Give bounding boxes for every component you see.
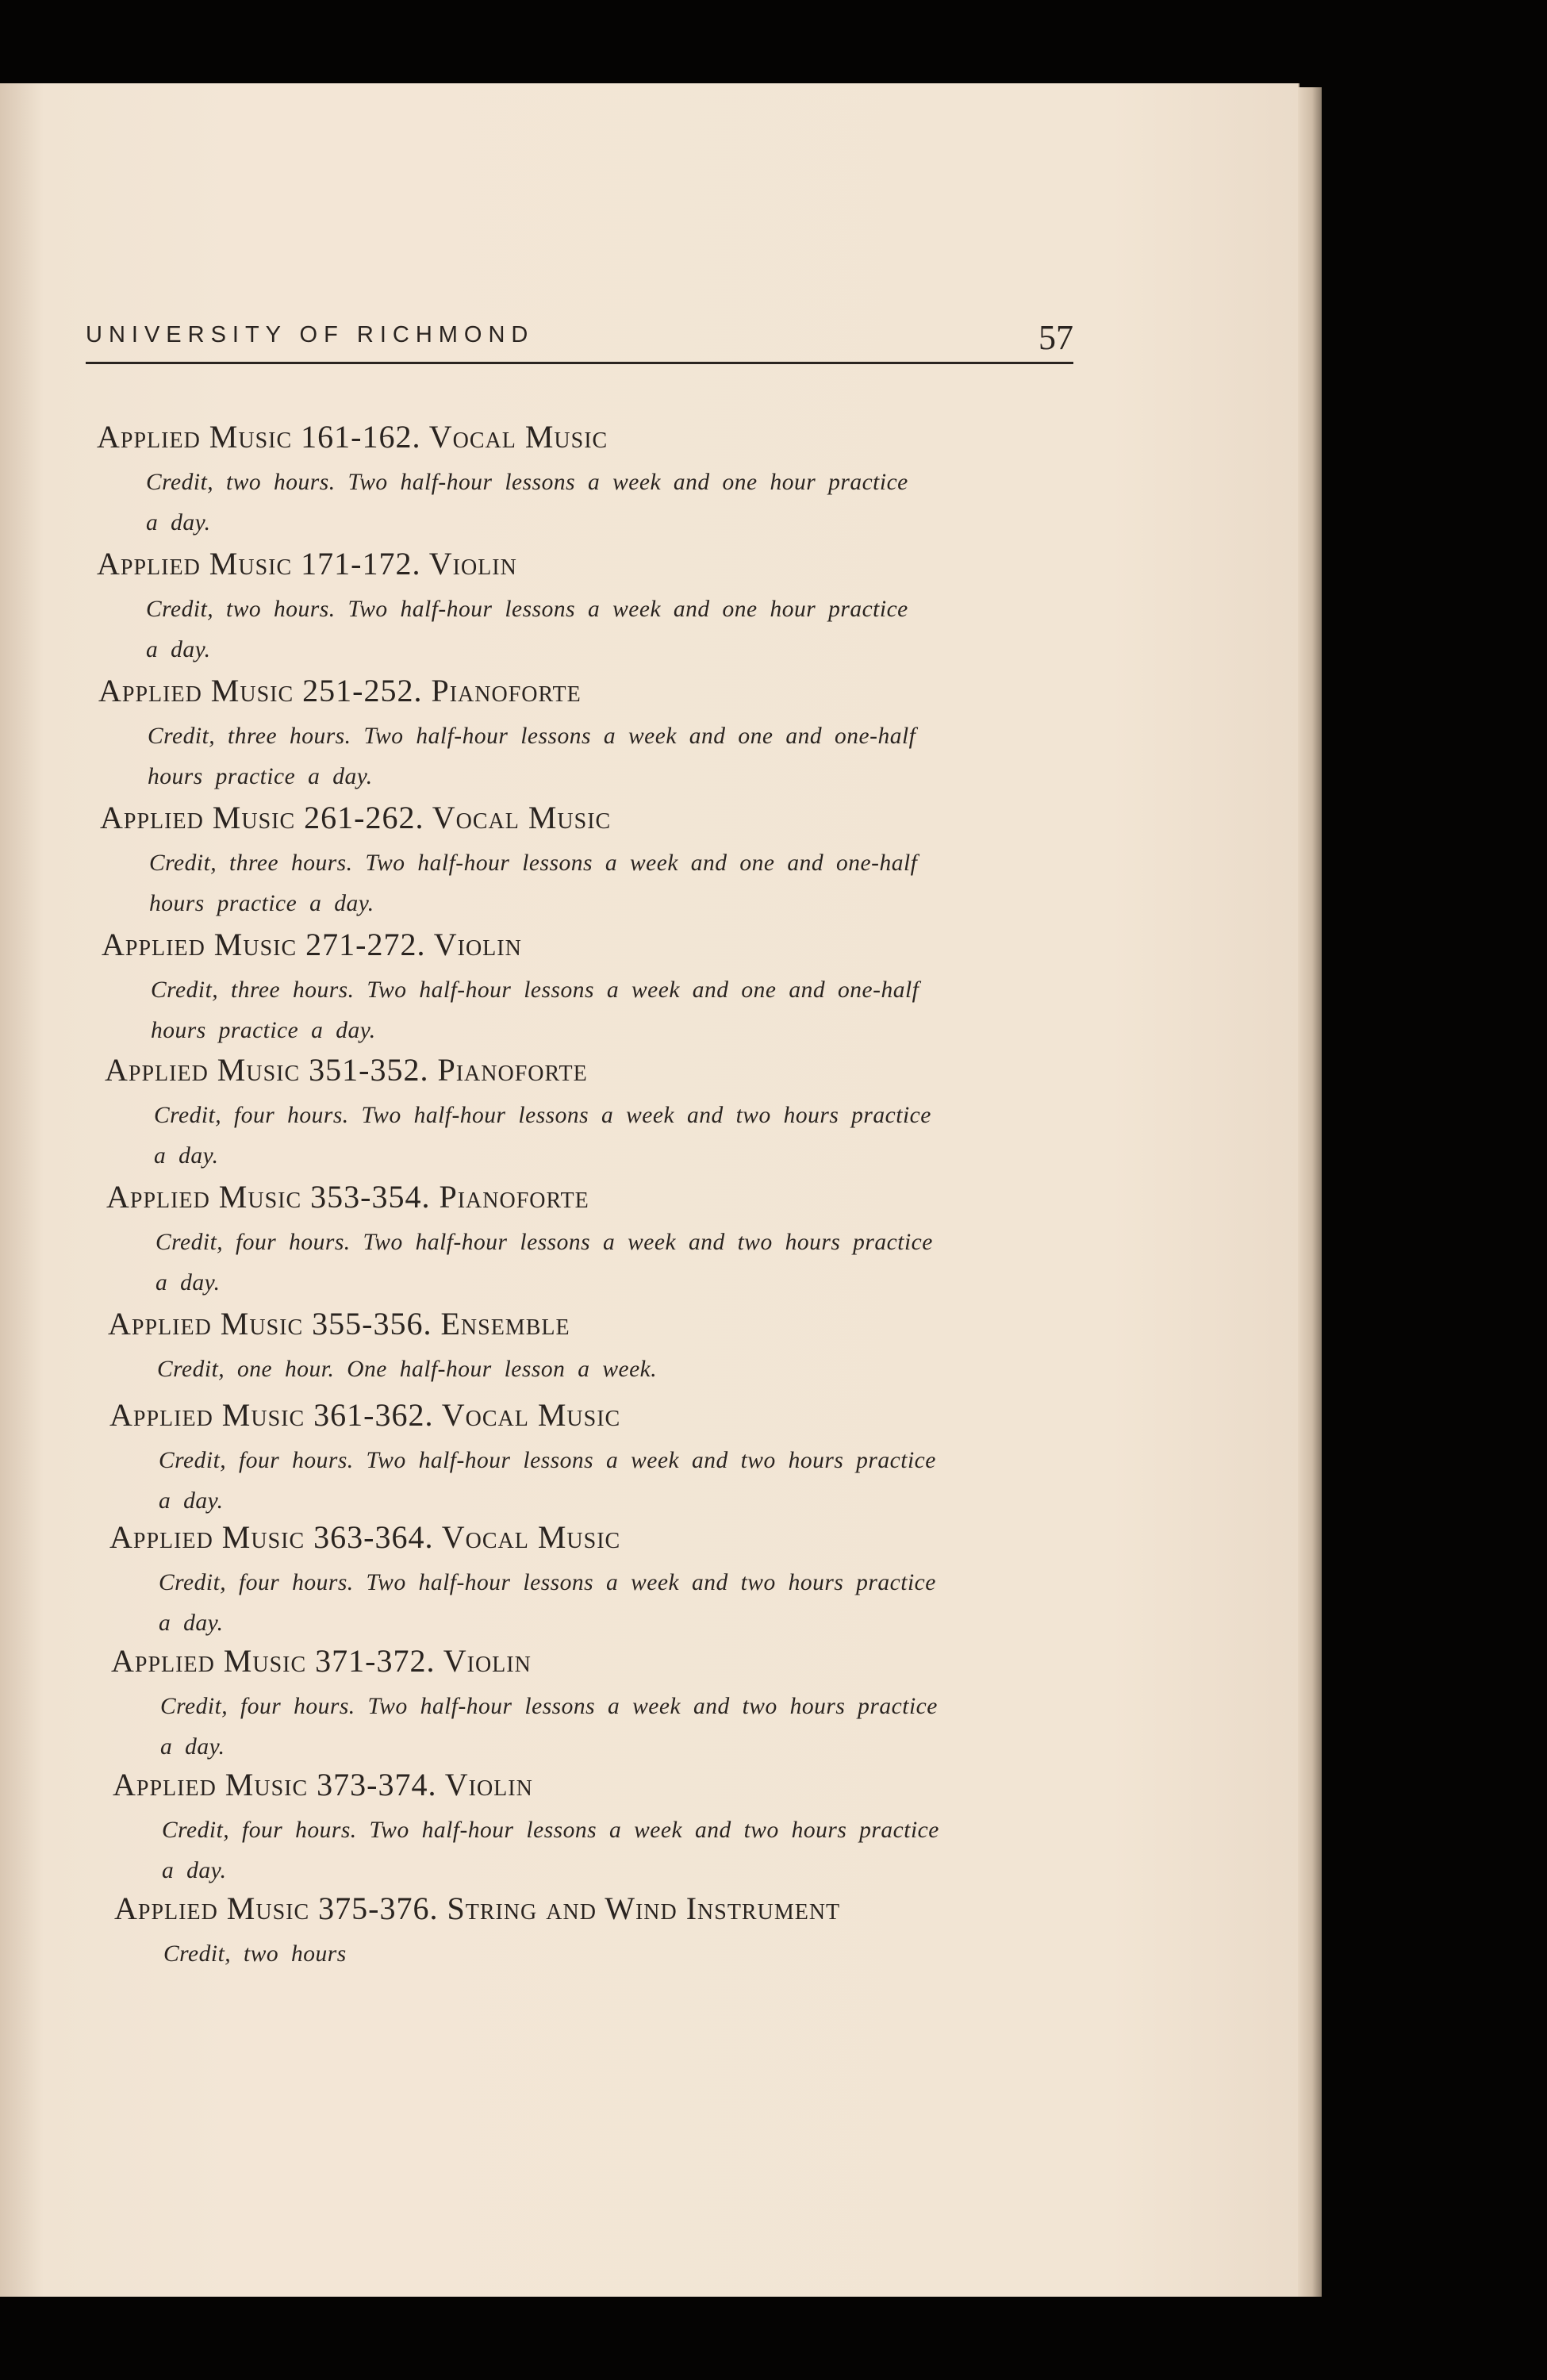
course-number: Applied Music 355-356.: [108, 1306, 432, 1342]
course-title: Violin: [444, 1767, 533, 1802]
description-line: a day.: [154, 1143, 219, 1169]
course-heading: [106, 1177, 1122, 1218]
course-entry: [109, 1517, 1125, 1644]
course-title: Violin: [433, 927, 522, 962]
course-number: Applied Music 363-364.: [109, 1519, 434, 1555]
course-heading: [111, 1641, 1127, 1682]
course-title: Vocal Music: [441, 1519, 621, 1555]
course-number: Applied Music 371-372.: [111, 1643, 436, 1679]
course-entry: [97, 543, 1112, 670]
header-rule: [86, 362, 1073, 364]
course-title: Vocal Music: [441, 1397, 621, 1433]
course-title: Pianoforte: [439, 1179, 589, 1215]
description-line: a day.: [146, 510, 211, 536]
course-heading: [100, 797, 1115, 839]
course-number: Applied Music 353-354.: [106, 1179, 431, 1215]
course-title: Vocal Music: [428, 419, 608, 455]
course-number: Applied Music 375-376.: [114, 1891, 439, 1926]
course-heading: [98, 670, 1114, 712]
description-line: Credit, one hour. One half-hour lesson a week.: [157, 1357, 658, 1382]
description-line: a day.: [160, 1734, 225, 1760]
course-description: [146, 589, 1082, 670]
course-description: [160, 1687, 1096, 1768]
course-heading: [108, 1303, 1123, 1345]
page-number: 57: [1038, 318, 1073, 357]
course-entry: [105, 1050, 1120, 1177]
course-title: Violin: [428, 546, 517, 582]
description-line: a day.: [162, 1858, 227, 1883]
course-heading: [109, 1395, 1125, 1436]
course-heading: [109, 1517, 1125, 1558]
course-heading: [114, 1888, 1130, 1929]
description-line: a day.: [159, 1610, 224, 1636]
course-description: [154, 1096, 1090, 1177]
course-heading: [113, 1764, 1128, 1806]
description-line: Credit, four hours. Two half-hour lessons a week and two hours practice: [160, 1694, 938, 1719]
course-number: Applied Music 373-374.: [113, 1767, 437, 1802]
description-line: Credit, four hours. Two half-hour lessons a week and two hours practice: [154, 1103, 931, 1128]
description-line: a day.: [155, 1270, 221, 1296]
course-entry: [97, 416, 1112, 543]
description-line: a day.: [159, 1488, 224, 1514]
description-line: Credit, four hours. Two half-hour lessons a week and two hours practice: [159, 1448, 936, 1473]
description-line: Credit, four hours. Two half-hour lessons a week and two hours practice: [155, 1230, 933, 1255]
course-number: Applied Music 251-252.: [98, 673, 423, 708]
course-description: [162, 1810, 1098, 1891]
course-description: [149, 843, 1085, 924]
course-entry: [106, 1177, 1122, 1303]
course-title: Pianoforte: [437, 1052, 588, 1088]
course-heading: [97, 543, 1112, 585]
course-description: [159, 1563, 1095, 1644]
description-line: a day.: [146, 637, 211, 662]
course-heading: [105, 1050, 1120, 1091]
course-entry: [113, 1764, 1128, 1891]
course-number: Applied Music 271-272.: [102, 927, 426, 962]
description-line: Credit, four hours. Two half-hour lessons a week and two hours practice: [159, 1570, 936, 1595]
course-heading: [97, 416, 1112, 458]
description-line: hours practice a day.: [149, 891, 374, 916]
description-line: Credit, three hours. Two half-hour lessons a week and one and one-half: [151, 977, 919, 1003]
course-number: Applied Music 261-262.: [100, 800, 424, 835]
course-entry: [114, 1888, 1130, 1975]
course-description: [155, 1223, 1092, 1303]
course-entry: [98, 670, 1114, 797]
description-line: Credit, two hours. Two half-hour lessons a week and one hour practice: [146, 470, 908, 495]
page-edge: [1298, 87, 1322, 2297]
description-line: hours practice a day.: [151, 1018, 376, 1043]
description-line: Credit, three hours. Two half-hour lessons a week and one and one-half: [148, 724, 916, 749]
course-title: Pianoforte: [431, 673, 582, 708]
description-line: Credit, three hours. Two half-hour lessons a week and one and one-half: [149, 850, 918, 876]
course-number: Applied Music 351-352.: [105, 1052, 429, 1088]
course-description: [148, 716, 1084, 797]
course-heading: [102, 924, 1117, 965]
course-number: Applied Music 361-362.: [109, 1397, 434, 1433]
description-line: Credit, two hours: [163, 1941, 347, 1967]
course-entry: [108, 1303, 1123, 1390]
course-description: [163, 1934, 1100, 1975]
course-number: Applied Music 161-162.: [97, 419, 421, 455]
course-entry: [109, 1395, 1125, 1522]
course-entry: [111, 1641, 1127, 1768]
page-header: [86, 317, 1073, 365]
description-line: Credit, four hours. Two half-hour lessons a week and two hours practice: [162, 1818, 939, 1843]
course-entry: [102, 924, 1117, 1051]
course-title: Vocal Music: [432, 800, 612, 835]
course-description: [151, 970, 1087, 1051]
course-title: Violin: [443, 1643, 532, 1679]
course-description: [157, 1349, 1093, 1390]
description-line: Credit, two hours. Two half-hour lessons a week and one hour practice: [146, 597, 908, 622]
running-head: UNIVERSITY OF RICHMOND: [86, 322, 535, 347]
course-title: Ensemble: [440, 1306, 570, 1342]
course-number: Applied Music 171-172.: [97, 546, 421, 582]
course-description: [146, 463, 1082, 543]
course-description: [159, 1441, 1095, 1522]
description-line: hours practice a day.: [148, 764, 373, 789]
course-entry: [100, 797, 1115, 924]
course-title: String and Wind Instrument: [447, 1891, 841, 1926]
